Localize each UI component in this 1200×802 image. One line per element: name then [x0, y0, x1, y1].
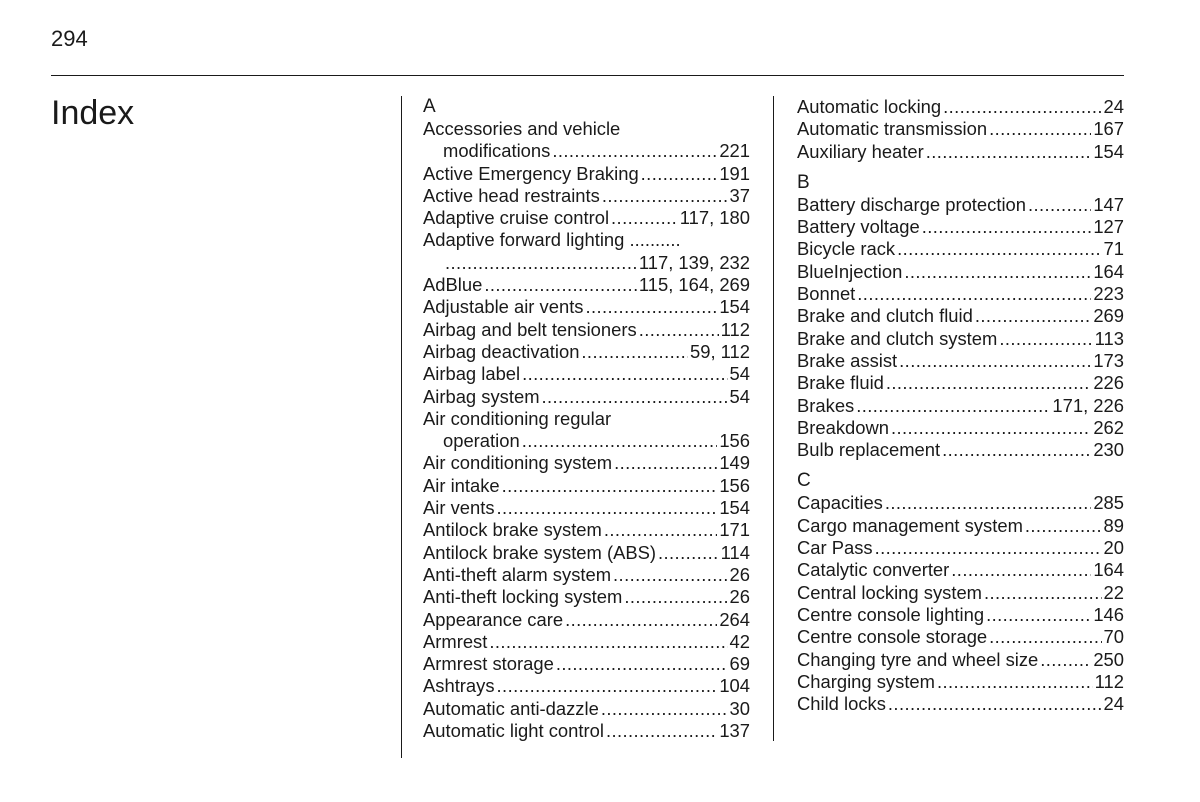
- index-entry: [423, 341, 750, 363]
- index-entry-line: [423, 386, 750, 408]
- dot-leader: [601, 698, 728, 720]
- index-entry: [423, 542, 750, 564]
- dot-leader: [942, 439, 1091, 461]
- index-entry-term: Active Emergency Braking: [423, 162, 639, 184]
- index-entry-pages: 230: [1093, 439, 1124, 461]
- index-entry: [423, 386, 750, 408]
- index-entry-term: Antilock brake system (ABS): [423, 541, 657, 563]
- index-entry-pages: 26: [729, 563, 750, 585]
- index-entry-line: [797, 395, 1124, 417]
- dot-leader: [556, 653, 728, 675]
- index-entry-line: [423, 586, 750, 608]
- dot-leader: [613, 564, 727, 586]
- index-entry: [423, 118, 750, 163]
- dot-leader: [937, 671, 1093, 693]
- index-entry-pages: 127: [1093, 216, 1124, 238]
- index-entry-line: [797, 261, 1124, 283]
- index-entry-pages: 223: [1093, 283, 1124, 305]
- index-entry: [797, 626, 1124, 648]
- index-entry-pages: 112: [720, 318, 750, 340]
- index-entry-term: Central locking system: [797, 581, 982, 603]
- index-entry: [423, 675, 750, 697]
- index-entry-term: Centre console lighting: [797, 603, 985, 625]
- dot-leader: [614, 452, 717, 474]
- index-entry: [423, 207, 750, 229]
- index-entry-term: Cargo management system: [797, 514, 1023, 536]
- index-entry-continuation: [423, 430, 750, 452]
- index-entry-term: Battery discharge protection: [797, 193, 1026, 215]
- dot-leader: [658, 542, 719, 564]
- index-entry-term: Airbag label: [423, 363, 521, 385]
- index-entry: [797, 141, 1124, 163]
- index-entry-pages: 147: [1093, 193, 1124, 215]
- index-entry-term: Armrest storage: [423, 653, 554, 675]
- index-entry-line: [797, 216, 1124, 238]
- index-entry-line: [423, 631, 750, 653]
- index-entry: [797, 96, 1124, 118]
- index-entry-term: Automatic locking: [797, 96, 942, 117]
- index-entry-pages: 269: [1093, 305, 1124, 327]
- index-entry: [423, 408, 750, 453]
- index-entry-term: Auxiliary heater: [797, 140, 924, 162]
- index-entry: [797, 395, 1124, 417]
- dot-leader: [586, 296, 718, 318]
- index-entry-pages: 37: [729, 184, 750, 206]
- index-entry: [423, 163, 750, 185]
- index-entry-line: [797, 141, 1124, 163]
- index-entry-pages: 164: [1093, 260, 1124, 282]
- index-entry-line: [797, 626, 1124, 648]
- index-entry-line: [797, 238, 1124, 260]
- dot-leader: [497, 675, 718, 697]
- index-entry-continuation: [423, 140, 750, 162]
- index-entry-line: [797, 693, 1124, 715]
- index-entry-line: [423, 720, 750, 742]
- dot-leader: [604, 519, 717, 541]
- index-entry: [423, 185, 750, 207]
- index-entry-term: Armrest: [423, 630, 488, 652]
- index-entry-term: Capacities: [797, 492, 883, 514]
- dot-leader: [445, 252, 637, 274]
- index-entry: [423, 475, 750, 497]
- index-entry-term: Airbag and belt tensioners: [423, 318, 637, 340]
- index-entry-pages: 146: [1093, 603, 1124, 625]
- section-letter: A: [423, 96, 436, 117]
- index-entry-term: Antilock brake system: [423, 519, 602, 541]
- index-entry: [797, 417, 1124, 439]
- index-entry: [797, 283, 1124, 305]
- index-entry-line: [797, 118, 1124, 140]
- dot-leader: [984, 582, 1102, 604]
- dot-leader: [624, 586, 727, 608]
- index-entry-term: Air vents: [423, 497, 495, 519]
- dot-leader: [922, 216, 1092, 238]
- index-entry-line: [423, 319, 750, 341]
- index-entry: [423, 519, 750, 541]
- index-entry-line: [423, 452, 750, 474]
- index-entry-pages: 262: [1093, 416, 1124, 438]
- index-entry: [423, 586, 750, 608]
- dot-leader: [565, 609, 717, 631]
- index-entry-term: Brake and clutch system: [797, 327, 998, 349]
- dot-leader: [489, 631, 727, 653]
- dot-leader: [897, 238, 1101, 260]
- index-entry: [797, 305, 1124, 327]
- index-entry-pages: 54: [729, 363, 750, 385]
- index-entry: [797, 492, 1124, 514]
- index-entry-term: Bonnet: [797, 283, 856, 305]
- index-entry-line: [797, 194, 1124, 216]
- index-entry-term: Anti-theft locking system: [423, 586, 623, 608]
- index-entry-term: Ashtrays: [423, 675, 495, 697]
- dot-leader: [951, 559, 1091, 581]
- index-entry-pages: 104: [719, 675, 750, 697]
- index-entry-term: Child locks: [797, 693, 886, 715]
- dot-leader: [888, 693, 1102, 715]
- index-entry-term: Automatic transmission: [797, 118, 988, 140]
- index-entry-pages: 71: [1103, 238, 1124, 260]
- index-entry-pages: 226: [1093, 372, 1124, 394]
- index-entry-line: [797, 439, 1124, 461]
- dot-leader: [484, 274, 637, 296]
- index-entry-term: Centre console storage: [797, 626, 988, 648]
- index-entry-line: [423, 698, 750, 720]
- index-entry-term: AdBlue: [423, 274, 483, 296]
- index-entry-pages: 285: [1093, 492, 1124, 514]
- index-entry-term: Breakdown: [797, 416, 890, 438]
- index-entry: [797, 372, 1124, 394]
- index-entry-pages: 171: [719, 519, 750, 541]
- dot-leader: [602, 185, 728, 207]
- index-entry-line: [797, 350, 1124, 372]
- dot-leader: [875, 537, 1102, 559]
- dot-leader: [611, 207, 678, 229]
- dot-leader: [999, 328, 1092, 350]
- index-entry-pages: 24: [1103, 693, 1124, 715]
- index-entry-pages: 42: [729, 630, 750, 652]
- index-entry-term: Air conditioning system: [423, 452, 613, 474]
- index-entry-line: [423, 207, 750, 229]
- index-entry: [423, 564, 750, 586]
- index-entry-line: [423, 274, 750, 296]
- index-entry-term: Charging system: [797, 670, 935, 692]
- index-entry-line: [423, 163, 750, 185]
- index-entry-line: [423, 475, 750, 497]
- index-entry-line: [423, 653, 750, 675]
- index-entry-term: Airbag system: [423, 385, 540, 407]
- index-entry-line: [423, 542, 750, 564]
- index-entry-pages: 26: [729, 586, 750, 608]
- index-entry-term: Automatic light control: [423, 720, 604, 742]
- index-entry: [797, 261, 1124, 283]
- index-entry: [423, 274, 750, 296]
- index-entry-line: [423, 497, 750, 519]
- index-entry: [797, 194, 1124, 216]
- index-entry-term: Air intake: [423, 474, 500, 496]
- dot-leader: [989, 118, 1091, 140]
- index-entry-term: Brake fluid: [797, 372, 884, 394]
- index-entry: [797, 671, 1124, 693]
- index-entry: [423, 720, 750, 742]
- index-entry-term: Adjustable air vents: [423, 296, 584, 318]
- index-entry-line: [797, 515, 1124, 537]
- index-entry-pages: 117, 180: [679, 207, 750, 229]
- index-entry-continuation: [423, 252, 750, 274]
- index-entry-term: Catalytic converter: [797, 559, 950, 581]
- index-entry-line: [423, 185, 750, 207]
- dot-leader: [891, 417, 1091, 439]
- index-entry-pages: 59, 112: [690, 340, 750, 362]
- page-number: 294: [51, 26, 88, 51]
- index-entry: [797, 649, 1124, 671]
- index-entry-pages: 24: [1103, 96, 1124, 117]
- index-entry-pages: 167: [1093, 118, 1124, 140]
- index-entry-pages: 250: [1093, 648, 1124, 670]
- index-entry: [797, 693, 1124, 715]
- dot-leader: [926, 141, 1092, 163]
- index-entry-line: [797, 582, 1124, 604]
- index-entry-pages: 154: [719, 497, 750, 519]
- header-rule: [51, 75, 1124, 76]
- index-entry-line: [423, 675, 750, 697]
- index-entry-term: Anti-theft alarm system: [423, 563, 612, 585]
- index-entry: [797, 238, 1124, 260]
- dot-leader: [857, 283, 1091, 305]
- index-entry: [423, 631, 750, 653]
- index-entry: [797, 559, 1124, 581]
- dot-leader: [886, 372, 1091, 394]
- index-entry-line: [797, 372, 1124, 394]
- dot-leader: [1028, 194, 1091, 216]
- dot-leader: [522, 430, 718, 452]
- index-column-left: [423, 96, 750, 742]
- index-entry-line: [423, 363, 750, 385]
- index-entry-term: Brake assist: [797, 349, 898, 371]
- section-letter: B: [797, 171, 810, 193]
- dot-leader: [1025, 515, 1102, 537]
- section-letter: C: [797, 470, 811, 492]
- dot-leader: [899, 350, 1091, 372]
- index-entry-line: [797, 649, 1124, 671]
- index-entry-pages: 115, 164, 269: [638, 274, 750, 296]
- dot-leader: [606, 720, 717, 742]
- dot-leader: [904, 261, 1091, 283]
- dot-leader: [885, 492, 1091, 514]
- index-entry-line: [423, 296, 750, 318]
- dot-leader: [542, 386, 728, 408]
- index-entry-pages: 154: [1093, 140, 1124, 162]
- page-title: Index: [51, 94, 135, 132]
- index-entry-term: Bicycle rack: [797, 238, 896, 260]
- index-entry-pages: 149: [719, 452, 750, 474]
- index-entry: [423, 698, 750, 720]
- index-entry-pages: 171, 226: [1052, 394, 1124, 416]
- index-entry: [797, 604, 1124, 626]
- index-entry-line: [423, 341, 750, 363]
- index-entry-line: [797, 305, 1124, 327]
- dot-leader: [502, 475, 718, 497]
- index-entry-line: [797, 328, 1124, 350]
- index-entry-term: modifications: [443, 140, 551, 162]
- index-entry-term: Battery voltage: [797, 216, 920, 238]
- index-entry: [797, 118, 1124, 140]
- index-entry: [797, 582, 1124, 604]
- dot-leader: [856, 395, 1050, 417]
- index-entry: [423, 363, 750, 385]
- index-entry-term-first-line: Air conditioning regular: [423, 407, 612, 429]
- index-entry: [423, 609, 750, 631]
- index-entry: [797, 515, 1124, 537]
- dot-leader: [943, 96, 1101, 118]
- index-entry-line: [423, 609, 750, 631]
- index-entry-term: Changing tyre and wheel size: [797, 648, 1039, 670]
- index-entry-pages: 70: [1103, 626, 1124, 648]
- index-entry: [797, 216, 1124, 238]
- index-entry: [423, 229, 750, 274]
- dot-leader: [522, 363, 727, 385]
- index-entry-term-first-line: Adaptive forward lighting ..........: [423, 229, 681, 251]
- index-entry-pages: 69: [729, 653, 750, 675]
- index-entry-pages: 154: [719, 296, 750, 318]
- index-entry: [423, 319, 750, 341]
- index-entry-term: operation: [443, 430, 520, 452]
- index-entry: [423, 452, 750, 474]
- index-entry-pages: 173: [1093, 349, 1124, 371]
- index-entry-pages: 113: [1094, 327, 1124, 349]
- index-entry-line: [797, 537, 1124, 559]
- index-entry-pages: 164: [1093, 559, 1124, 581]
- index-entry-pages: 137: [719, 720, 750, 742]
- index-entry-pages: 89: [1103, 514, 1124, 536]
- dot-leader: [1040, 649, 1091, 671]
- index-entry-term: Bulb replacement: [797, 439, 941, 461]
- index-entry-term: Airbag deactivation: [423, 340, 580, 362]
- dot-leader: [497, 497, 718, 519]
- index-entry-term: Appearance care: [423, 608, 564, 630]
- index-entry-pages: 117, 139, 232: [638, 251, 750, 273]
- index-entry: [423, 296, 750, 318]
- index-entry-term: Brake and clutch fluid: [797, 305, 973, 327]
- dot-leader: [552, 140, 717, 162]
- dot-leader: [581, 341, 688, 363]
- index-entry-line: [797, 96, 1124, 118]
- dot-leader: [639, 319, 719, 341]
- index-entry-pages: 264: [719, 608, 750, 630]
- index-entry-pages: 30: [729, 697, 750, 719]
- index-entry: [797, 439, 1124, 461]
- index-entry-line: [797, 417, 1124, 439]
- index-entry-line: [423, 519, 750, 541]
- dot-leader: [989, 626, 1101, 648]
- index-entry-pages: 114: [720, 541, 750, 563]
- index-entry-term: Active head restraints: [423, 184, 600, 206]
- column-divider-right: [773, 96, 774, 741]
- index-entry: [797, 328, 1124, 350]
- index-entry-line: [797, 604, 1124, 626]
- index-entry: [423, 653, 750, 675]
- index-entry-line: [797, 671, 1124, 693]
- dot-leader: [975, 305, 1091, 327]
- index-entry-line: [797, 559, 1124, 581]
- index-entry-pages: 22: [1103, 581, 1124, 603]
- index-entry-term: Car Pass: [797, 537, 873, 559]
- index-entry: [423, 497, 750, 519]
- index-entry: [797, 537, 1124, 559]
- column-divider-left: [401, 96, 402, 758]
- dot-leader: [641, 163, 718, 185]
- index-entry-pages: 20: [1103, 537, 1124, 559]
- index-entry-pages: 156: [719, 430, 750, 452]
- index-entry-term: Automatic anti-dazzle: [423, 697, 599, 719]
- index-entry-line: [423, 564, 750, 586]
- index-entry-term: Brakes: [797, 394, 855, 416]
- index-entry-pages: 191: [719, 162, 750, 184]
- index-entry-pages: 221: [719, 140, 750, 162]
- index-entry: [797, 350, 1124, 372]
- index-entry-pages: 156: [719, 474, 750, 496]
- index-entry-term-first-line: Accessories and vehicle: [423, 118, 621, 139]
- dot-leader: [986, 604, 1091, 626]
- index-entry-line: [797, 283, 1124, 305]
- index-entry-term: Adaptive cruise control: [423, 207, 610, 229]
- index-entry-pages: 54: [729, 385, 750, 407]
- index-entry-pages: 112: [1094, 670, 1124, 692]
- index-entry-line: [797, 492, 1124, 514]
- index-entry-term: BlueInjection: [797, 260, 903, 282]
- index-column-right: [797, 96, 1124, 715]
